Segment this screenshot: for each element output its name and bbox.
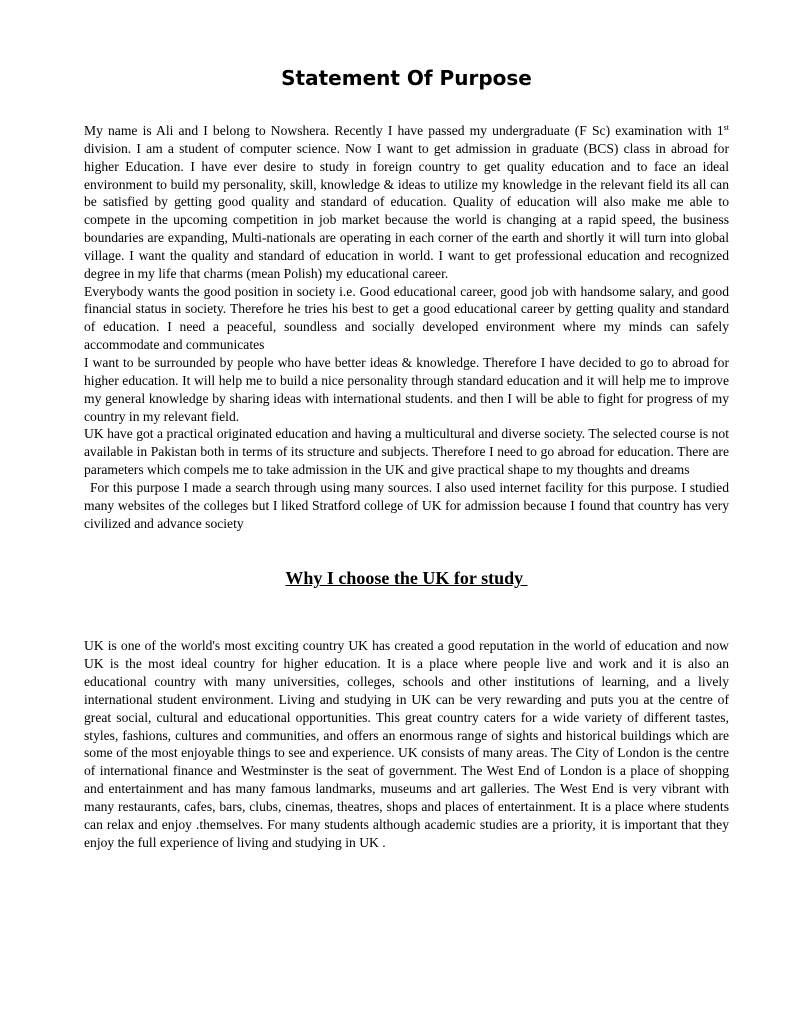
- intro-section: [84, 122, 729, 532]
- uk-paragraph-1: UK is one of the world's most exciting country UK has created a good reputation in the world of education and now UK is the most ideal country for higher education. It is a place where people live and work and it is also an educational country with many universities, colleges, schools and other institutions of learning, and a lively international student environment. Living and studying in UK can be very rewarding and puts you at the centre of great social, cultural and educational opportunities. This great country caters for a wide variety of different tastes, styles, fashions, cultures and communities, and offers an enormous range of sights and historical buildings which are some of the most enjoyable things to see and experience. UK consists of many areas. The City of London is the centre of international finance and Westminster is the seat of government. The West End of London is a place of shopping and entertainment and has many famous landmarks, museums and art galleries. The West End is very vibrant with many restaurants, cafes, bars, clubs, cinemas, theatres, shops and places of entertainment. It is a place where students can relax and enjoy .themselves. For many students although academic studies are a priority, it is important that they enjoy the full experience of living and studying in UK .: [84, 638, 729, 850]
- uk-section: [84, 637, 729, 851]
- intro-paragraph-1: [84, 122, 729, 283]
- intro-paragraph-2: Everybody wants the good position in society i.e. Good educational career, good job with handsome salary, and good financial status in society. Therefore he tries his best to get a good educational career by getting quality and standard of education. I need a peaceful, soundless and socially developed environment where my minds can safely accommodate and communicates: [84, 283, 729, 353]
- intro-paragraph-3: I want to be surrounded by people who have better ideas & knowledge. Therefore I have decided to go to abroad for higher education. It will help me to build a nice personality through standard education and it will help me to improve my general knowledge by sharing ideas with international students. and then I will be able to fight for progress of my country in my relevant field.: [84, 354, 729, 424]
- intro-paragraph-1-rest: division. I am a student of computer science. Now I want to get admission in graduate (BCS) class in abroad for higher Education. I have ever desire to study in foreign country to get quality education and to face an ideal environment to build my personality, skill, knowledge & ideas to utilize my knowledge in the relevant field its all can be satisfied by getting good quality and standard of education. Quality of education will also make me able to compete in the upcoming competition in job market because the world is changing at a rapid speed, the business boundaries are expanding, Multi-nationals are operating in each corner of the earth and shortly it will turn into global village. I want the quality and standard of education in world. I want to get professional education and recognized degree in my life that charms (mean Polish) my educational career.: [84, 140, 729, 281]
- ordinal-suffix: st: [723, 123, 729, 132]
- intro-paragraph-1-start: My name is Ali and I belong to Nowshera. Recently I have passed my undergraduate (F Sc) examination with 1: [84, 123, 724, 138]
- intro-paragraph-4: UK have got a practical originated education and having a multicultural and diverse society. The selected course is not available in Pakistan both in terms of its structure and subjects. Therefore I need to go abroad for education. There are parameters which compels me to take admission in the UK and give practical shape to my thoughts and dreams: [84, 426, 729, 478]
- section-heading: Why I choose the UK for study: [285, 568, 528, 589]
- document-title: Statement Of Purpose: [281, 66, 532, 90]
- intro-paragraph-5: For this purpose I made a search through using many sources. I also used internet facility for this purpose. I studied many websites of the colleges but I liked Stratford college of UK for admission because I found that country has very civilized and advance society: [84, 479, 729, 531]
